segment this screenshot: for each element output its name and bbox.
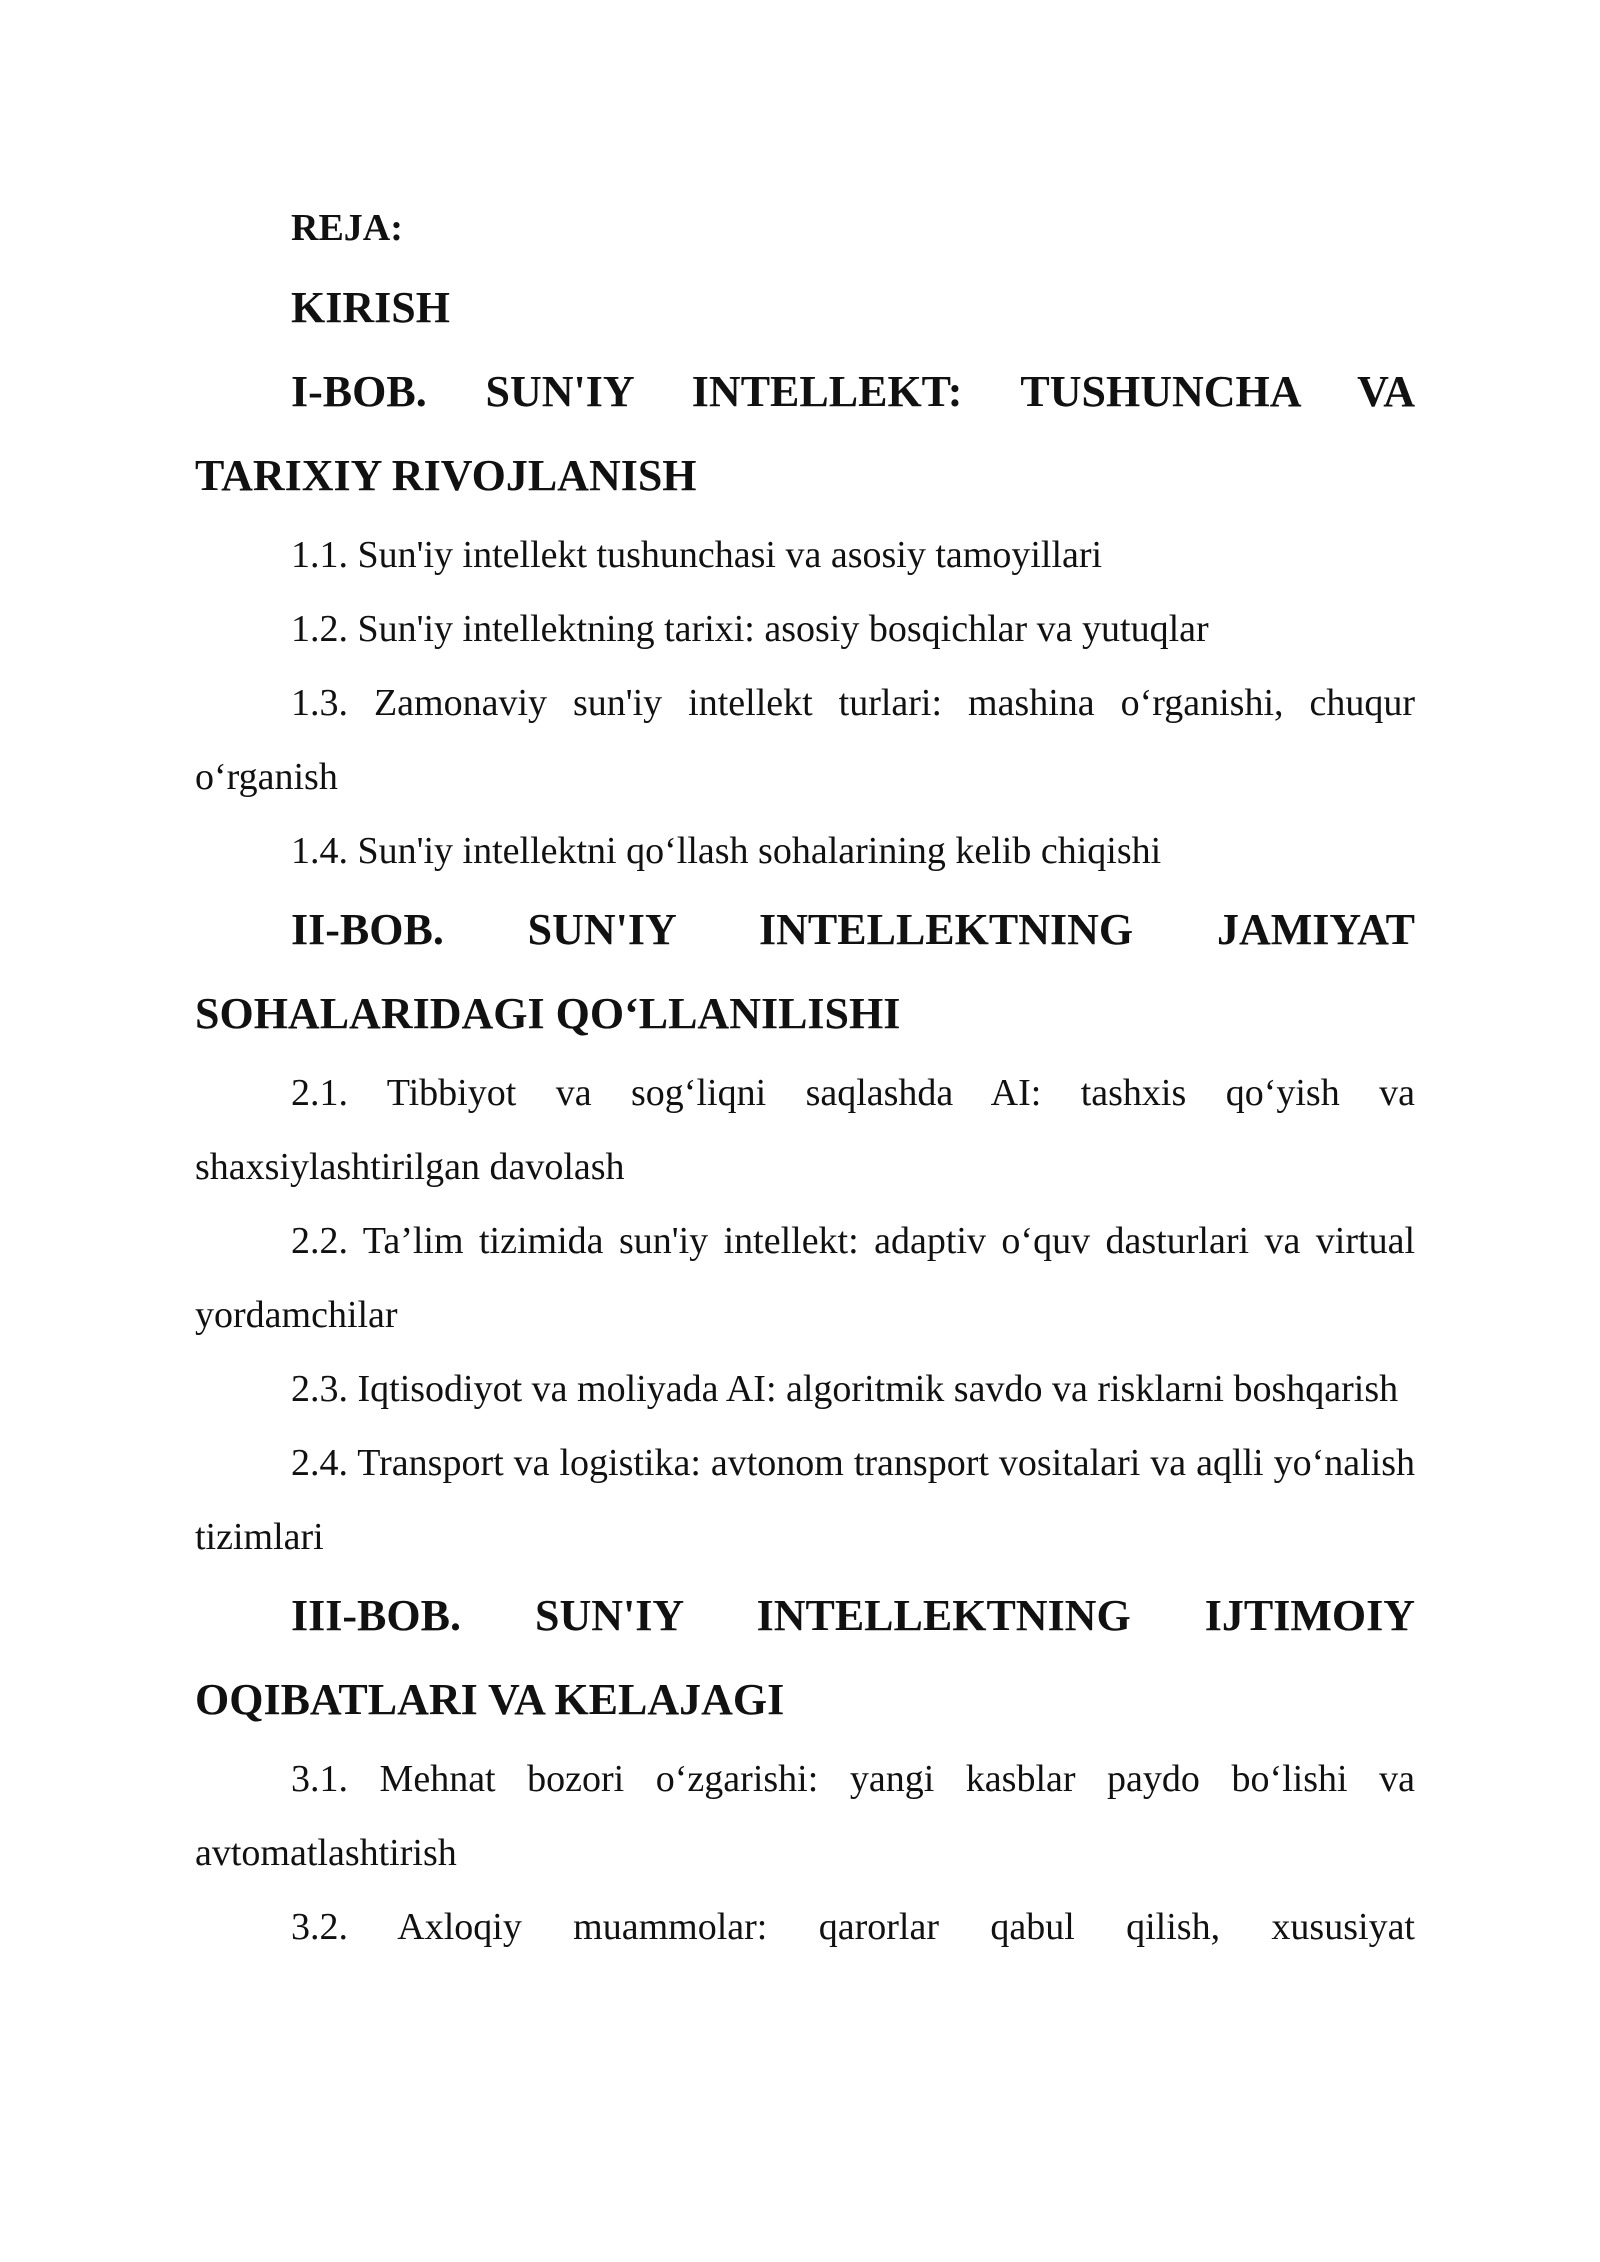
list-item-2-2: 2.2. Ta’lim tizimida sun'iy intellekt: adaptiv o‘quv dasturlari va virtual yordamchilar [195, 1220, 1415, 1336]
list-item-1-4: 1.4. Sun'iy intellektni qo‘llash sohalarining kelib chiqishi [291, 830, 1162, 872]
list-item-3-2: 3.2. Axloqiy muammolar: qarorlar qabul qilish, xususiyat [291, 1906, 1415, 1948]
list-item-2-1: 2.1. Tibbiyot va sog‘liqni saqlashda AI: tashxis qo‘yish va shaxsiylashtirilgan davolash [195, 1072, 1415, 1188]
list-item-2-4: 2.4. Transport va logistika: avtonom transport vositalari va aqlli yo‘nalish tizimlari [195, 1442, 1415, 1558]
chapter-2-heading: II-BOB. SUN'IY INTELLEKTNING JAMIYAT SOHALARIDAGI QO‘LLANILISHI [195, 905, 1415, 1038]
list-item-2-3: 2.3. Iqtisodiyot va moliyada AI: algoritmik savdo va risklarni boshqarish [291, 1368, 1399, 1410]
list-item-3-1: 3.1. Mehnat bozori o‘zgarishi: yangi kasblar paydo bo‘lishi va avtomatlashtirish [195, 1758, 1415, 1874]
chapter-1-heading: I-BOB. SUN'IY INTELLEKT: TUSHUNCHA VA TARIXIY RIVOJLANISH [195, 367, 1415, 500]
chapter-3-heading: III-BOB. SUN'IY INTELLEKTNING IJTIMOIY OQIBATLARI VA KELAJAGI [195, 1591, 1415, 1724]
list-item-1-2: 1.2. Sun'iy intellektning tarixi: asosiy bosqichlar va yutuqlar [291, 608, 1209, 650]
plan-title: REJA: [291, 207, 403, 249]
list-item-1-1: 1.1. Sun'iy intellekt tushunchasi va asosiy tamoyillari [291, 534, 1103, 576]
document-page [195, 190, 1415, 1964]
list-item-1-3: 1.3. Zamonaviy sun'iy intellekt turlari: mashina o‘rganishi, chuqur o‘rganish [195, 682, 1415, 798]
intro-heading: KIRISH [291, 283, 450, 332]
